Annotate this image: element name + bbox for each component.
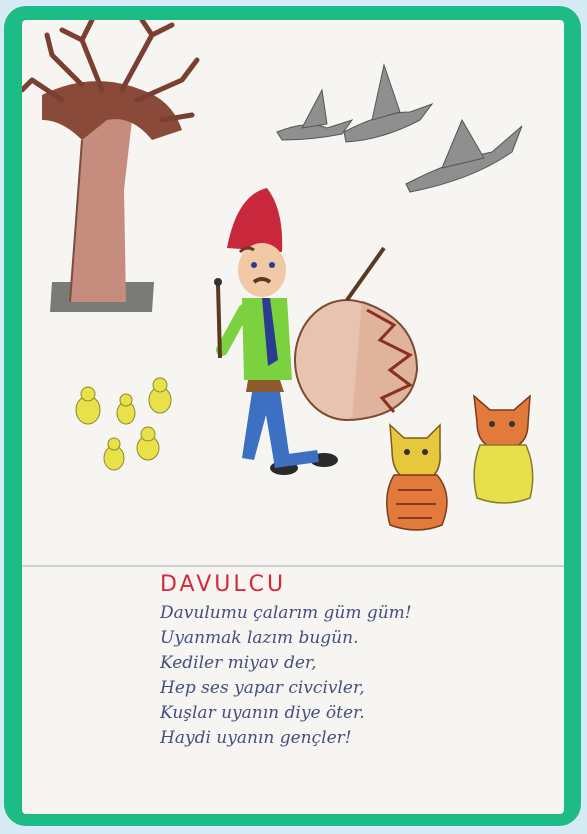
cat-icon [387, 425, 447, 530]
poem-line: Kediler miyav der, [160, 653, 317, 673]
chick-icon [76, 378, 171, 470]
poem-title: DAVULCU [160, 572, 287, 597]
poem [160, 572, 560, 751]
paper-fold [22, 565, 564, 567]
cat-icon [474, 396, 533, 503]
bird-icon [277, 90, 352, 140]
bird-icon [344, 65, 432, 142]
bird-icon [406, 120, 522, 192]
poem-line: Davulumu çalarım güm güm! [160, 603, 412, 623]
childrens-drawing [22, 20, 564, 560]
poem-line: Hep ses yapar civcivler, [160, 678, 365, 698]
poem-line: Haydi uyanın gençler! [160, 728, 352, 748]
poem-line: Uyanmak lazım bugün. [160, 628, 359, 648]
drum-icon [295, 248, 417, 420]
poem-line: Kuşlar uyanın diye öter. [160, 703, 365, 723]
drawing-paper [22, 20, 564, 814]
tree-icon [22, 20, 197, 312]
